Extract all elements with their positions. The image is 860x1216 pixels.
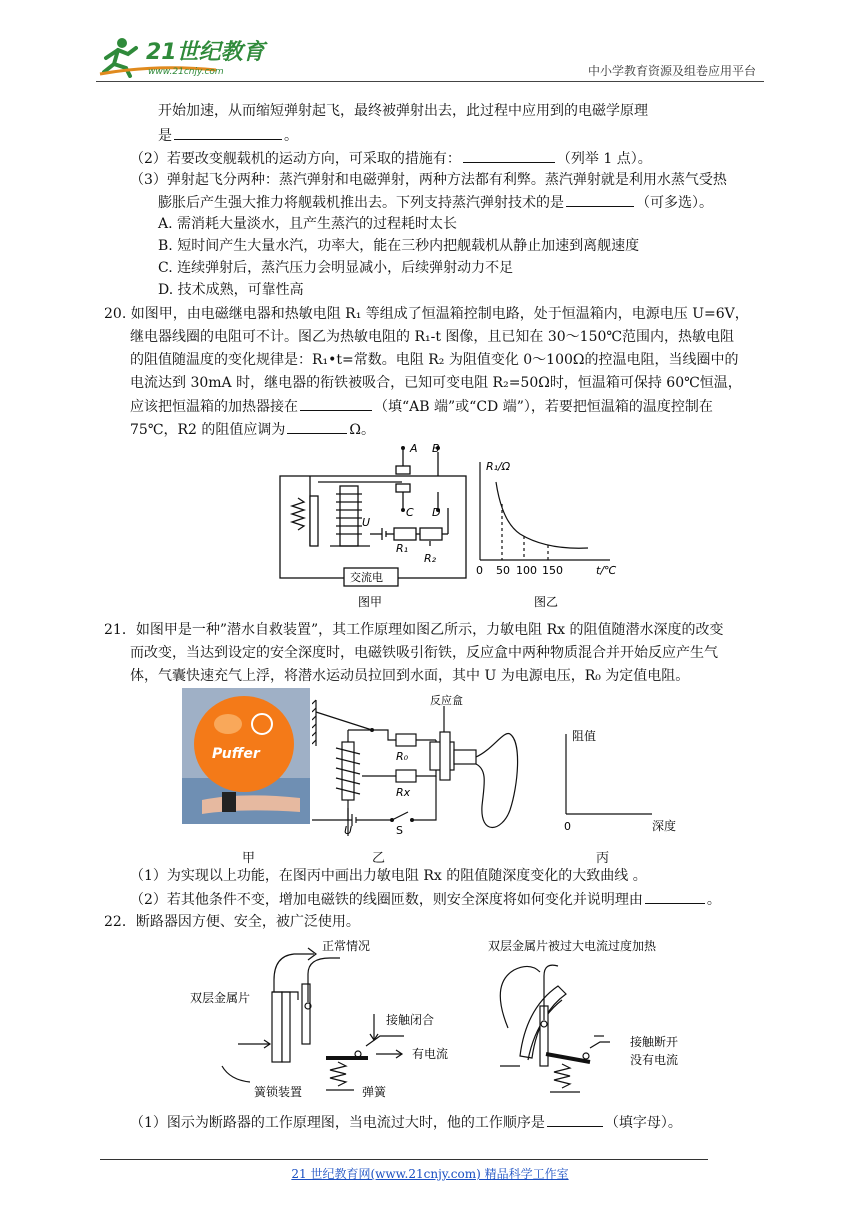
tick-0: 0: [476, 564, 483, 577]
line-4: （3）弹射起飞分两种：蒸汽弹射和电磁弹射，两种方法都有利弊。蒸汽弹射就是利用水蒸气受热: [130, 172, 727, 188]
graph-ylabel: 阻值: [572, 729, 597, 743]
blank-r2[interactable]: [287, 419, 347, 434]
line-1: 开始加速，从而缩短弹射起飞，最终被弹射出去，此过程中应用到的电磁学原理: [158, 103, 648, 119]
blank-principle[interactable]: [174, 125, 282, 140]
figure-21: [312, 690, 712, 836]
label-no-current: 没有电流: [630, 1053, 679, 1067]
q21-sub-1: （1）为实现以上功能，在图丙中画出力敏电阻 Rx 的阻值随深度变化的大致曲线 。: [130, 868, 647, 884]
spring-icon: [330, 1062, 346, 1086]
q21-line-1: 21．如图甲是一种”潜水自救装置”，其工作原理如图乙所示，力敏电阻 Rx 的阻值随潜水深度的改变: [104, 622, 724, 638]
spring-icon: [292, 498, 304, 530]
q21-sub-2: （2）若其他条件不变，增加电磁铁的线圈匝数，则安全深度将如何变化并说明理由 。: [130, 889, 721, 910]
q20-line-3: 的阻值随温度的变化规律是：R₁•t=常数。电阻 R₂ 为阻值变化 0～100Ω的控温电阻，当线圈中的: [130, 352, 739, 368]
logo-text: 21世纪教育: [146, 40, 265, 65]
figure-22: [190, 936, 710, 1100]
label-rx: Rx: [396, 786, 411, 799]
graph-xlabel: 深度: [652, 819, 677, 833]
spring-icon-2: [554, 1064, 570, 1088]
reaction-box: [440, 732, 450, 780]
q20-line-6: 75℃，R2 的阻值应调为 Ω。: [130, 419, 375, 440]
q21-line-2: 而改变，当达到设定的安全深度时，电磁铁吸引衔铁，反应盒中两种物质混合并开始反应产生气: [130, 645, 718, 661]
label-d: D: [432, 506, 441, 519]
label-contact-closed: 接触闭合: [386, 1013, 435, 1027]
r2-resistor: [420, 528, 442, 540]
blank-measure[interactable]: [463, 148, 555, 163]
blank-steam[interactable]: [566, 192, 634, 207]
r0-resistor: [396, 734, 416, 746]
q20-line-2: 继电器线圈的电阻可不计。图乙为热敏电阻的 R₁-t 图像，且已知在 30～150℃范围内，热敏电阻: [130, 329, 735, 345]
graph-ylabel: R₁/Ω: [486, 460, 511, 473]
q20-line-5: 应该把恒温箱的加热器接在 （填“AB 端”或“CD 端”），若要把恒温箱的温度控制在: [130, 396, 713, 417]
label-spring: 弹簧: [362, 1085, 387, 1099]
option-a: A. 需消耗大量淡水，且产生蒸汽的过程耗时太长: [158, 216, 458, 232]
label-u: U: [362, 516, 371, 529]
label-r1: R₁: [396, 542, 409, 555]
line-3: （2）若要改变舰载机的运动方向，可采取的措施有： （列举 1 点）。: [130, 148, 652, 169]
q20-line-4: 电流达到 30mA 时，继电器的衔铁被吸合，已知可变电阻 R₂=50Ω时，恒温箱可保持 60℃恒温，: [130, 375, 742, 391]
tick-100: 100: [516, 564, 537, 577]
figure-20: [270, 442, 630, 612]
blank-terminal[interactable]: [300, 396, 372, 411]
caption-yi: 图乙: [534, 595, 559, 609]
label-a: A: [410, 442, 418, 455]
r1-t-curve: [496, 482, 588, 548]
label-ac: 交流电: [350, 571, 383, 584]
label-u: U: [344, 824, 353, 836]
option-c: C. 连续弹射后，蒸汽压力会明显减小，后续弹射动力不足: [158, 260, 514, 276]
line-2: 是 。: [158, 125, 298, 146]
rx-resistor: [396, 770, 416, 782]
label-b: B: [432, 442, 440, 455]
label-contact-open: 接触断开: [630, 1035, 679, 1049]
label-s: S: [396, 824, 403, 836]
label-c: C: [406, 506, 414, 519]
footer-link[interactable]: 21 世纪教育网(www.21cnjy.com) 精品科学工作室: [291, 1167, 569, 1181]
platform-name: 中小学教育资源及组卷应用平台: [587, 64, 756, 78]
option-b: B. 短时间产生大量水汽，功率大，能在三秒内把舰载机从静止加速到离舰速度: [158, 238, 640, 254]
q20-line-1: 20. 如图甲，由电磁继电器和热敏电阻 R₁ 等组成了恒温箱控制电路，处于恒温箱内，电源电压 U=6V，: [104, 306, 749, 322]
label-has-current: 有电流: [412, 1047, 449, 1061]
tick-150: 150: [542, 564, 563, 577]
header-divider: [96, 81, 764, 82]
blank-depth[interactable]: [645, 889, 705, 904]
site-logo: [96, 34, 276, 78]
graph-xlabel: t/℃: [596, 564, 617, 577]
label-r0: R₀: [396, 750, 409, 763]
label-metal-strip: 双层金属片: [190, 991, 251, 1005]
r1-resistor: [394, 528, 416, 540]
q21-line-3: 体，气囊快速充气上浮，将潜水运动员拉回到水面，其中 U 为电源电压，R₀ 为定值电阻。: [130, 668, 690, 684]
tick-50: 50: [496, 564, 510, 577]
label-r2: R₂: [424, 552, 437, 565]
line-5: 膨胀后产生强大推力将舰载机推出去。下列支持蒸汽弹射技术的是 （可多选）。: [158, 192, 713, 213]
logo-url: www.21cnjy.com: [148, 67, 224, 77]
air-bag: [476, 733, 518, 827]
label-latch: 簧锁装置: [254, 1085, 303, 1099]
circuit-frame: [280, 476, 466, 578]
footer-divider: [100, 1159, 708, 1160]
caption-yi: 乙: [372, 851, 386, 866]
puffer-brand: Puffer: [212, 746, 260, 762]
label-reaction-box: 反应盒: [430, 694, 463, 707]
caption-jia: 图甲: [358, 595, 383, 609]
puffer-photo: [182, 688, 310, 824]
option-d: D. 技术成熟，可靠性高: [158, 282, 304, 298]
graph-origin: 0: [564, 820, 571, 833]
caption-bing: 丙: [596, 851, 610, 866]
blank-order[interactable]: [547, 1112, 603, 1127]
label-heated: 双层金属片被过大电流过度加热: [488, 939, 657, 953]
q22-sub-1: （1）图示为断路器的工作原理图，当电流过大时，他的工作顺序是 （填字母）。: [130, 1112, 682, 1133]
caption-jia: 甲: [242, 851, 256, 866]
q22-line-1: 22．断路器因方便、安全，被广泛使用。: [104, 914, 360, 930]
label-normal: 正常情况: [322, 939, 371, 953]
